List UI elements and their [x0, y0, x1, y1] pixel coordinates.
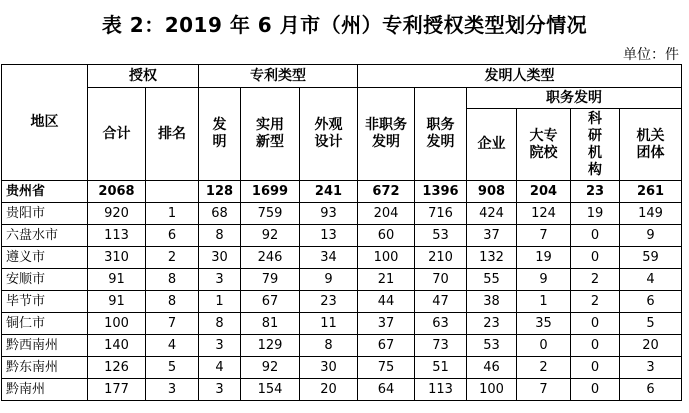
cell-invention: 3: [199, 379, 241, 401]
cell-service: 63: [415, 313, 467, 335]
cell-enterprise: 908: [467, 181, 517, 203]
table-row: [2, 313, 682, 335]
cell-service: 51: [415, 357, 467, 379]
cell-region: 贵州省: [2, 181, 88, 203]
cell-service: 70: [415, 269, 467, 291]
cell-non-service: 37: [358, 313, 415, 335]
cell-enterprise: 23: [467, 313, 517, 335]
cell-research: 2: [571, 269, 620, 291]
cell-enterprise: 53: [467, 335, 517, 357]
cell-invention: 128: [199, 181, 241, 203]
cell-college: 124: [517, 203, 571, 225]
cell-service: 53: [415, 225, 467, 247]
cell-service: 1396: [415, 181, 467, 203]
table-row: [2, 225, 682, 247]
cell-total: 920: [88, 203, 146, 225]
table-row: [2, 181, 682, 203]
cell-region: 黔西南州: [2, 335, 88, 357]
cell-research: 2: [571, 291, 620, 313]
cell-agency: 149: [620, 203, 682, 225]
cell-research: 23: [571, 181, 620, 203]
cell-research: 0: [571, 247, 620, 269]
cell-region: 铜仁市: [2, 313, 88, 335]
cell-total: 100: [88, 313, 146, 335]
cell-rank: [146, 181, 199, 203]
header-region: 地区: [2, 65, 88, 181]
cell-non-service: 21: [358, 269, 415, 291]
cell-enterprise: 132: [467, 247, 517, 269]
header-design: [300, 88, 358, 181]
cell-college: 7: [517, 225, 571, 247]
cell-rank: 2: [146, 247, 199, 269]
cell-non-service: 60: [358, 225, 415, 247]
cell-college: 2: [517, 357, 571, 379]
header-patent-type: 专利类型: [199, 65, 358, 88]
cell-utility: 246: [241, 247, 300, 269]
cell-invention: 3: [199, 335, 241, 357]
cell-invention: 3: [199, 269, 241, 291]
table-body: [2, 181, 682, 401]
cell-non-service: 75: [358, 357, 415, 379]
cell-non-service: 672: [358, 181, 415, 203]
table-header: [2, 65, 682, 181]
header-rank: 排名: [146, 88, 199, 181]
header-college-text: 大专院校: [529, 127, 558, 161]
cell-rank: 6: [146, 225, 199, 247]
cell-agency: 3: [620, 357, 682, 379]
cell-utility: 1699: [241, 181, 300, 203]
cell-service: 47: [415, 291, 467, 313]
cell-service: 716: [415, 203, 467, 225]
cell-college: 1: [517, 291, 571, 313]
header-utility: [241, 88, 300, 181]
cell-agency: 9: [620, 225, 682, 247]
header-inventor-type: 发明人类型: [358, 65, 682, 88]
header-invention: [199, 88, 241, 181]
cell-invention: 8: [199, 225, 241, 247]
header-college: [517, 109, 571, 181]
cell-total: 310: [88, 247, 146, 269]
cell-service: 73: [415, 335, 467, 357]
cell-college: 204: [517, 181, 571, 203]
cell-agency: 6: [620, 291, 682, 313]
cell-rank: 5: [146, 357, 199, 379]
cell-design: 23: [300, 291, 358, 313]
cell-design: 241: [300, 181, 358, 203]
cell-agency: 5: [620, 313, 682, 335]
cell-design: 93: [300, 203, 358, 225]
header-utility-text: 实用新型: [256, 117, 284, 150]
cell-region: 遵义市: [2, 247, 88, 269]
header-enterprise: 企业: [467, 109, 517, 181]
cell-utility: 92: [241, 357, 300, 379]
cell-agency: 261: [620, 181, 682, 203]
cell-agency: 6: [620, 379, 682, 401]
cell-college: 19: [517, 247, 571, 269]
cell-service: 113: [415, 379, 467, 401]
cell-enterprise: 37: [467, 225, 517, 247]
table-row: [2, 269, 682, 291]
cell-region: 黔东南州: [2, 357, 88, 379]
table-row: [2, 291, 682, 313]
cell-region: 贵阳市: [2, 203, 88, 225]
cell-enterprise: 46: [467, 357, 517, 379]
table-row: [2, 247, 682, 269]
cell-utility: 129: [241, 335, 300, 357]
cell-rank: 7: [146, 313, 199, 335]
cell-rank: 4: [146, 335, 199, 357]
cell-non-service: 67: [358, 335, 415, 357]
cell-enterprise: 100: [467, 379, 517, 401]
document-title: 表 2：2019 年 6 月市（州）专利授权类型划分情况: [101, 13, 588, 37]
header-total: 合计: [88, 88, 146, 181]
cell-college: 9: [517, 269, 571, 291]
cell-agency: 59: [620, 247, 682, 269]
header-invention-text: 发明: [212, 117, 227, 150]
cell-invention: 1: [199, 291, 241, 313]
cell-rank: 1: [146, 203, 199, 225]
cell-utility: 759: [241, 203, 300, 225]
header-agency-text: 机关团体: [636, 127, 665, 161]
cell-research: 0: [571, 379, 620, 401]
cell-region: 黔南州: [2, 379, 88, 401]
cell-design: 34: [300, 247, 358, 269]
cell-total: 91: [88, 291, 146, 313]
cell-invention: 8: [199, 313, 241, 335]
cell-enterprise: 55: [467, 269, 517, 291]
cell-utility: 81: [241, 313, 300, 335]
cell-design: 13: [300, 225, 358, 247]
cell-service: 210: [415, 247, 467, 269]
cell-region: 毕节市: [2, 291, 88, 313]
cell-agency: 4: [620, 269, 682, 291]
cell-total: 126: [88, 357, 146, 379]
cell-region: 六盘水市: [2, 225, 88, 247]
cell-research: 0: [571, 225, 620, 247]
cell-utility: 92: [241, 225, 300, 247]
cell-invention: 68: [199, 203, 241, 225]
cell-invention: 30: [199, 247, 241, 269]
cell-total: 140: [88, 335, 146, 357]
cell-design: 9: [300, 269, 358, 291]
table-row: [2, 379, 682, 401]
header-research-text: 科研机构: [588, 110, 602, 178]
table-row: [2, 357, 682, 379]
patent-table: [1, 64, 682, 401]
cell-college: 0: [517, 335, 571, 357]
cell-non-service: 44: [358, 291, 415, 313]
cell-total: 177: [88, 379, 146, 401]
cell-non-service: 204: [358, 203, 415, 225]
cell-total: 2068: [88, 181, 146, 203]
cell-utility: 79: [241, 269, 300, 291]
cell-total: 113: [88, 225, 146, 247]
header-service-invention: 职务发明: [467, 88, 682, 109]
table-row: [2, 203, 682, 225]
header-research: [571, 109, 620, 181]
cell-utility: 67: [241, 291, 300, 313]
cell-rank: 8: [146, 269, 199, 291]
table-row: [2, 335, 682, 357]
cell-college: 7: [517, 379, 571, 401]
header-agency: [620, 109, 682, 181]
header-non-service-text: 非职务发明: [365, 117, 407, 150]
cell-design: 11: [300, 313, 358, 335]
cell-design: 8: [300, 335, 358, 357]
cell-research: 19: [571, 203, 620, 225]
cell-enterprise: 38: [467, 291, 517, 313]
unit-label: 单位：件: [623, 47, 679, 63]
cell-rank: 3: [146, 379, 199, 401]
header-service-text: 职务发明: [426, 117, 455, 150]
header-service: [415, 88, 467, 181]
cell-research: 0: [571, 313, 620, 335]
cell-research: 0: [571, 335, 620, 357]
cell-utility: 154: [241, 379, 300, 401]
cell-rank: 8: [146, 291, 199, 313]
cell-enterprise: 424: [467, 203, 517, 225]
cell-total: 91: [88, 269, 146, 291]
cell-region: 安顺市: [2, 269, 88, 291]
cell-non-service: 64: [358, 379, 415, 401]
cell-agency: 20: [620, 335, 682, 357]
header-authorization: 授权: [88, 65, 199, 88]
header-design-text: 外观设计: [314, 117, 343, 150]
cell-design: 30: [300, 357, 358, 379]
cell-invention: 4: [199, 357, 241, 379]
cell-college: 35: [517, 313, 571, 335]
cell-design: 20: [300, 379, 358, 401]
header-non-service: [358, 88, 415, 181]
cell-research: 0: [571, 357, 620, 379]
cell-non-service: 100: [358, 247, 415, 269]
